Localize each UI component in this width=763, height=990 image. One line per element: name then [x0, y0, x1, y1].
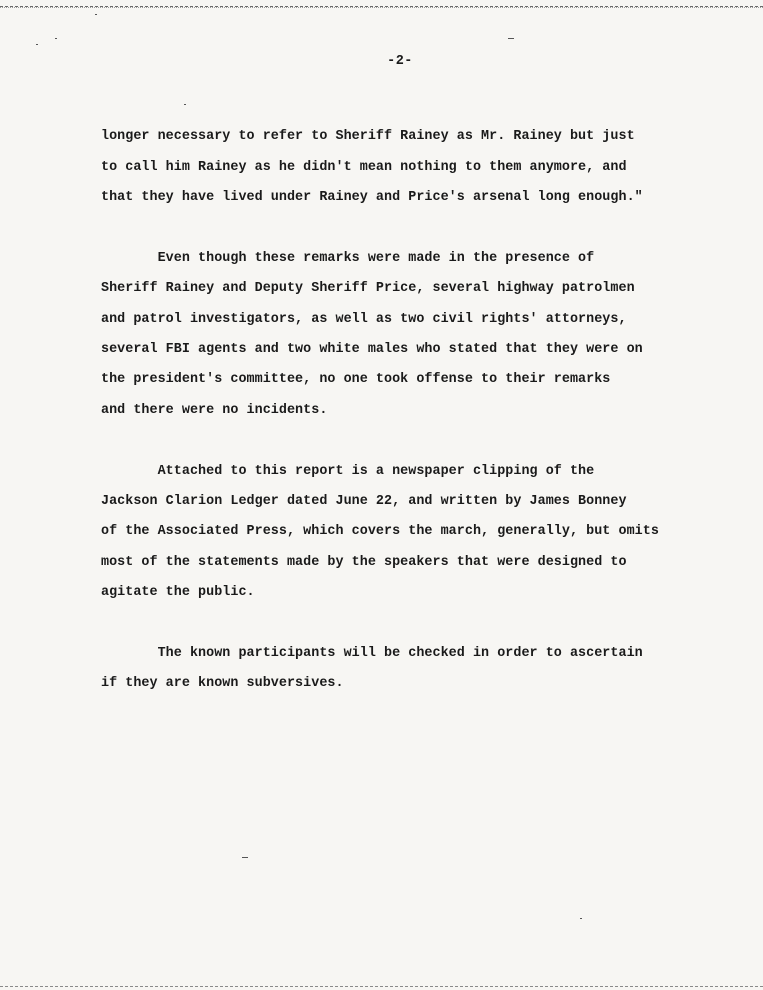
- scan-speck: [36, 44, 38, 45]
- text-line: most of the statements made by the speakers that were designed to: [101, 554, 627, 570]
- top-scan-edge: [0, 0, 763, 7]
- top-scan-edge-secondary: [0, 7, 763, 8]
- text-line: to call him Rainey as he didn't mean nothing to them anymore, and: [101, 159, 627, 175]
- scan-speck: [95, 14, 97, 15]
- text-line: the president's committee, no one took offense to their remarks: [101, 372, 611, 388]
- text-line: Even though these remarks were made in the presence of: [101, 250, 595, 266]
- page-number: -2-: [387, 54, 413, 69]
- text-line: Sheriff Rainey and Deputy Sheriff Price, several highway patrolmen: [101, 281, 635, 297]
- text-line: Jackson Clarion Ledger dated June 22, and written by James Bonney: [101, 494, 627, 510]
- bottom-scan-edge: [0, 986, 763, 987]
- scan-speck: [580, 918, 582, 919]
- text-line: and patrol investigators, as well as two civil rights' attorneys,: [101, 311, 627, 327]
- paragraph-1: [101, 114, 741, 220]
- text-line: if they are known subversives.: [101, 676, 344, 692]
- text-line: agitate the public.: [101, 585, 255, 601]
- text-line: and there were no incidents.: [101, 402, 328, 418]
- text-line: Attached to this report is a newspaper clipping of the: [101, 463, 595, 479]
- text-line: longer necessary to refer to Sheriff Rainey as Mr. Rainey but just: [101, 129, 635, 145]
- text-line: of the Associated Press, which covers the march, generally, but omits: [101, 524, 659, 540]
- scan-speck: [508, 38, 514, 39]
- paragraph-4: [101, 631, 741, 707]
- document-body: [101, 114, 741, 722]
- text-line: several FBI agents and two white males who stated that they were on: [101, 342, 643, 358]
- scan-speck: [184, 104, 186, 105]
- paragraph-3: [101, 448, 741, 615]
- text-line: The known participants will be checked in order to ascertain: [101, 646, 643, 662]
- paragraph-2: [101, 236, 741, 434]
- scan-speck: [55, 38, 57, 39]
- scan-speck: [242, 857, 248, 858]
- text-line: that they have lived under Rainey and Price's arsenal long enough.": [101, 190, 643, 206]
